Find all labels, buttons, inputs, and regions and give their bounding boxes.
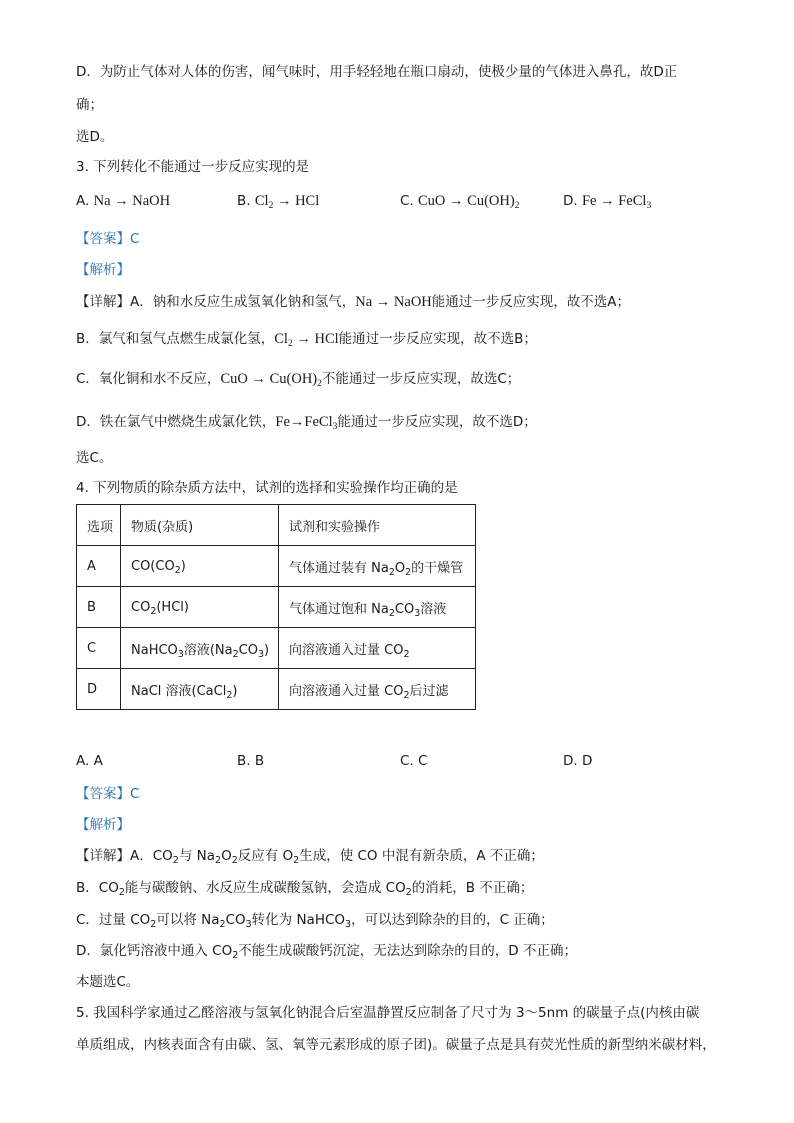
q2-option-d-text-cont: 确； [76, 97, 103, 113]
q4-option-a: A. A [76, 753, 103, 769]
q4-analysis-heading: 【解析】 [76, 817, 130, 833]
q4-stem: 4. 下列物质的除杂质方法中，试剂的选择和实验操作均正确的是 [76, 480, 458, 496]
table-cell-reagent: 气体通过装有 $Na_2O_2$的干燥管 [279, 546, 476, 587]
q3-stem: 3. 下列转化不能通过一步反应实现的是 [76, 159, 310, 175]
q4-conclusion: 本题选C。 [76, 974, 140, 990]
q4-detail-c: C．过量 $CO_2$可以将 $Na_2CO_3$转化为 NaHCO$_3$，可以达到除杂的目的，C 正确； [76, 912, 554, 930]
table-cell-option: B [77, 587, 121, 628]
q2-conclusion: 选D。 [76, 129, 114, 145]
table-cell-reagent: 向溶液通入过量 $CO_2$后过滤 [279, 669, 476, 710]
q3-conclusion: 选C。 [76, 450, 113, 466]
q4-answer: 【答案】C [76, 786, 140, 802]
q4-detail-b: B．$CO_2$能与碳酸钠、水反应生成碳酸氢钠，会造成 $CO_2$的消耗，B 不正确； [76, 880, 534, 898]
table-header-row [77, 505, 476, 546]
q3-option-a: A. Na → NaOH [76, 193, 171, 209]
q3-detail-c: C．氧化铜和水不反应，CuO → $Cu(OH)_2$不能通过一步反应实现，故选C； [76, 371, 521, 389]
q4-option-d: D. D [563, 753, 593, 769]
q4-table [76, 504, 476, 710]
table-cell-substance: $CO_2(HCl)$ [121, 587, 279, 628]
table-row [77, 587, 476, 628]
q3-option-d: D. Fe → FeCl$_3$ [563, 193, 652, 211]
table-cell-reagent: 气体通过饱和 $Na_2CO_3$溶液 [279, 587, 476, 628]
q3-analysis-heading: 【解析】 [76, 262, 130, 278]
table-cell-substance: $CO(CO_2)$ [121, 546, 279, 587]
q4-option-c: C. C [400, 753, 428, 769]
q4-detail-a: 【详解】A．$CO_2$与 $Na_2O_2$反应有 $O_2$生成，使 CO 中混有新杂质，A 不正确； [76, 848, 544, 866]
table-cell-option: A [77, 546, 121, 587]
q3-detail-b: B．氯气和氢气点燃生成氯化氢，$Cl_2$ → HCl能通过一步反应实现，故不选B； [76, 331, 537, 349]
q3-detail-d: D．铁在氯气中燃烧生成氯化铁，Fe→FeCl$_3$能通过一步反应实现，故不选D； [76, 414, 537, 432]
table-header-cell: 选项 [77, 505, 121, 546]
q4-detail-d: D．氯化钙溶液中通入 $CO_2$不能生成碳酸钙沉淀，无法达到除杂的目的，D 不正确； [76, 943, 577, 961]
table-row [77, 669, 476, 710]
q4-option-b: B. B [237, 753, 265, 769]
q3-option-b: B. $Cl_2$ → HCl [237, 193, 320, 211]
table-cell-substance: NaCl 溶液(CaCl$_2$) [121, 669, 279, 710]
table-header-cell: 试剂和实验操作 [279, 505, 476, 546]
q5-stem-line2: 单质组成，内核表面含有由碳、氢、氧等元素形成的原子团)。碳量子点是具有荧光性质的新型纳米碳材料， [76, 1037, 716, 1053]
table-row [77, 628, 476, 669]
q3-detail-a: 【详解】A．钠和水反应生成氢氧化钠和氢气，Na → NaOH能通过一步反应实现，故不选A； [76, 294, 631, 310]
table-header-cell: 物质(杂质) [121, 505, 279, 546]
table-cell-reagent: 向溶液通入过量 $CO_2$ [279, 628, 476, 669]
table-cell-option: C [77, 628, 121, 669]
q5-stem-line1: 5. 我国科学家通过乙醛溶液与氢氧化钠混合后室温静置反应制备了尺寸为 3～5nm 的碳量子点(内核由碳 [76, 1005, 700, 1021]
table-row [77, 546, 476, 587]
q2-option-d-text: D．为防止气体对人体的伤害，闻气味时，用手轻轻地在瓶口扇动，使极少量的气体进入鼻孔，故D正 [76, 64, 678, 80]
table-cell-option: D [77, 669, 121, 710]
table-cell-substance: NaHCO$_3$溶液$(Na_2CO_3)$ [121, 628, 279, 669]
q3-answer: 【答案】C [76, 231, 140, 247]
q3-option-c: C. CuO → $Cu(OH)_2$ [400, 193, 520, 211]
